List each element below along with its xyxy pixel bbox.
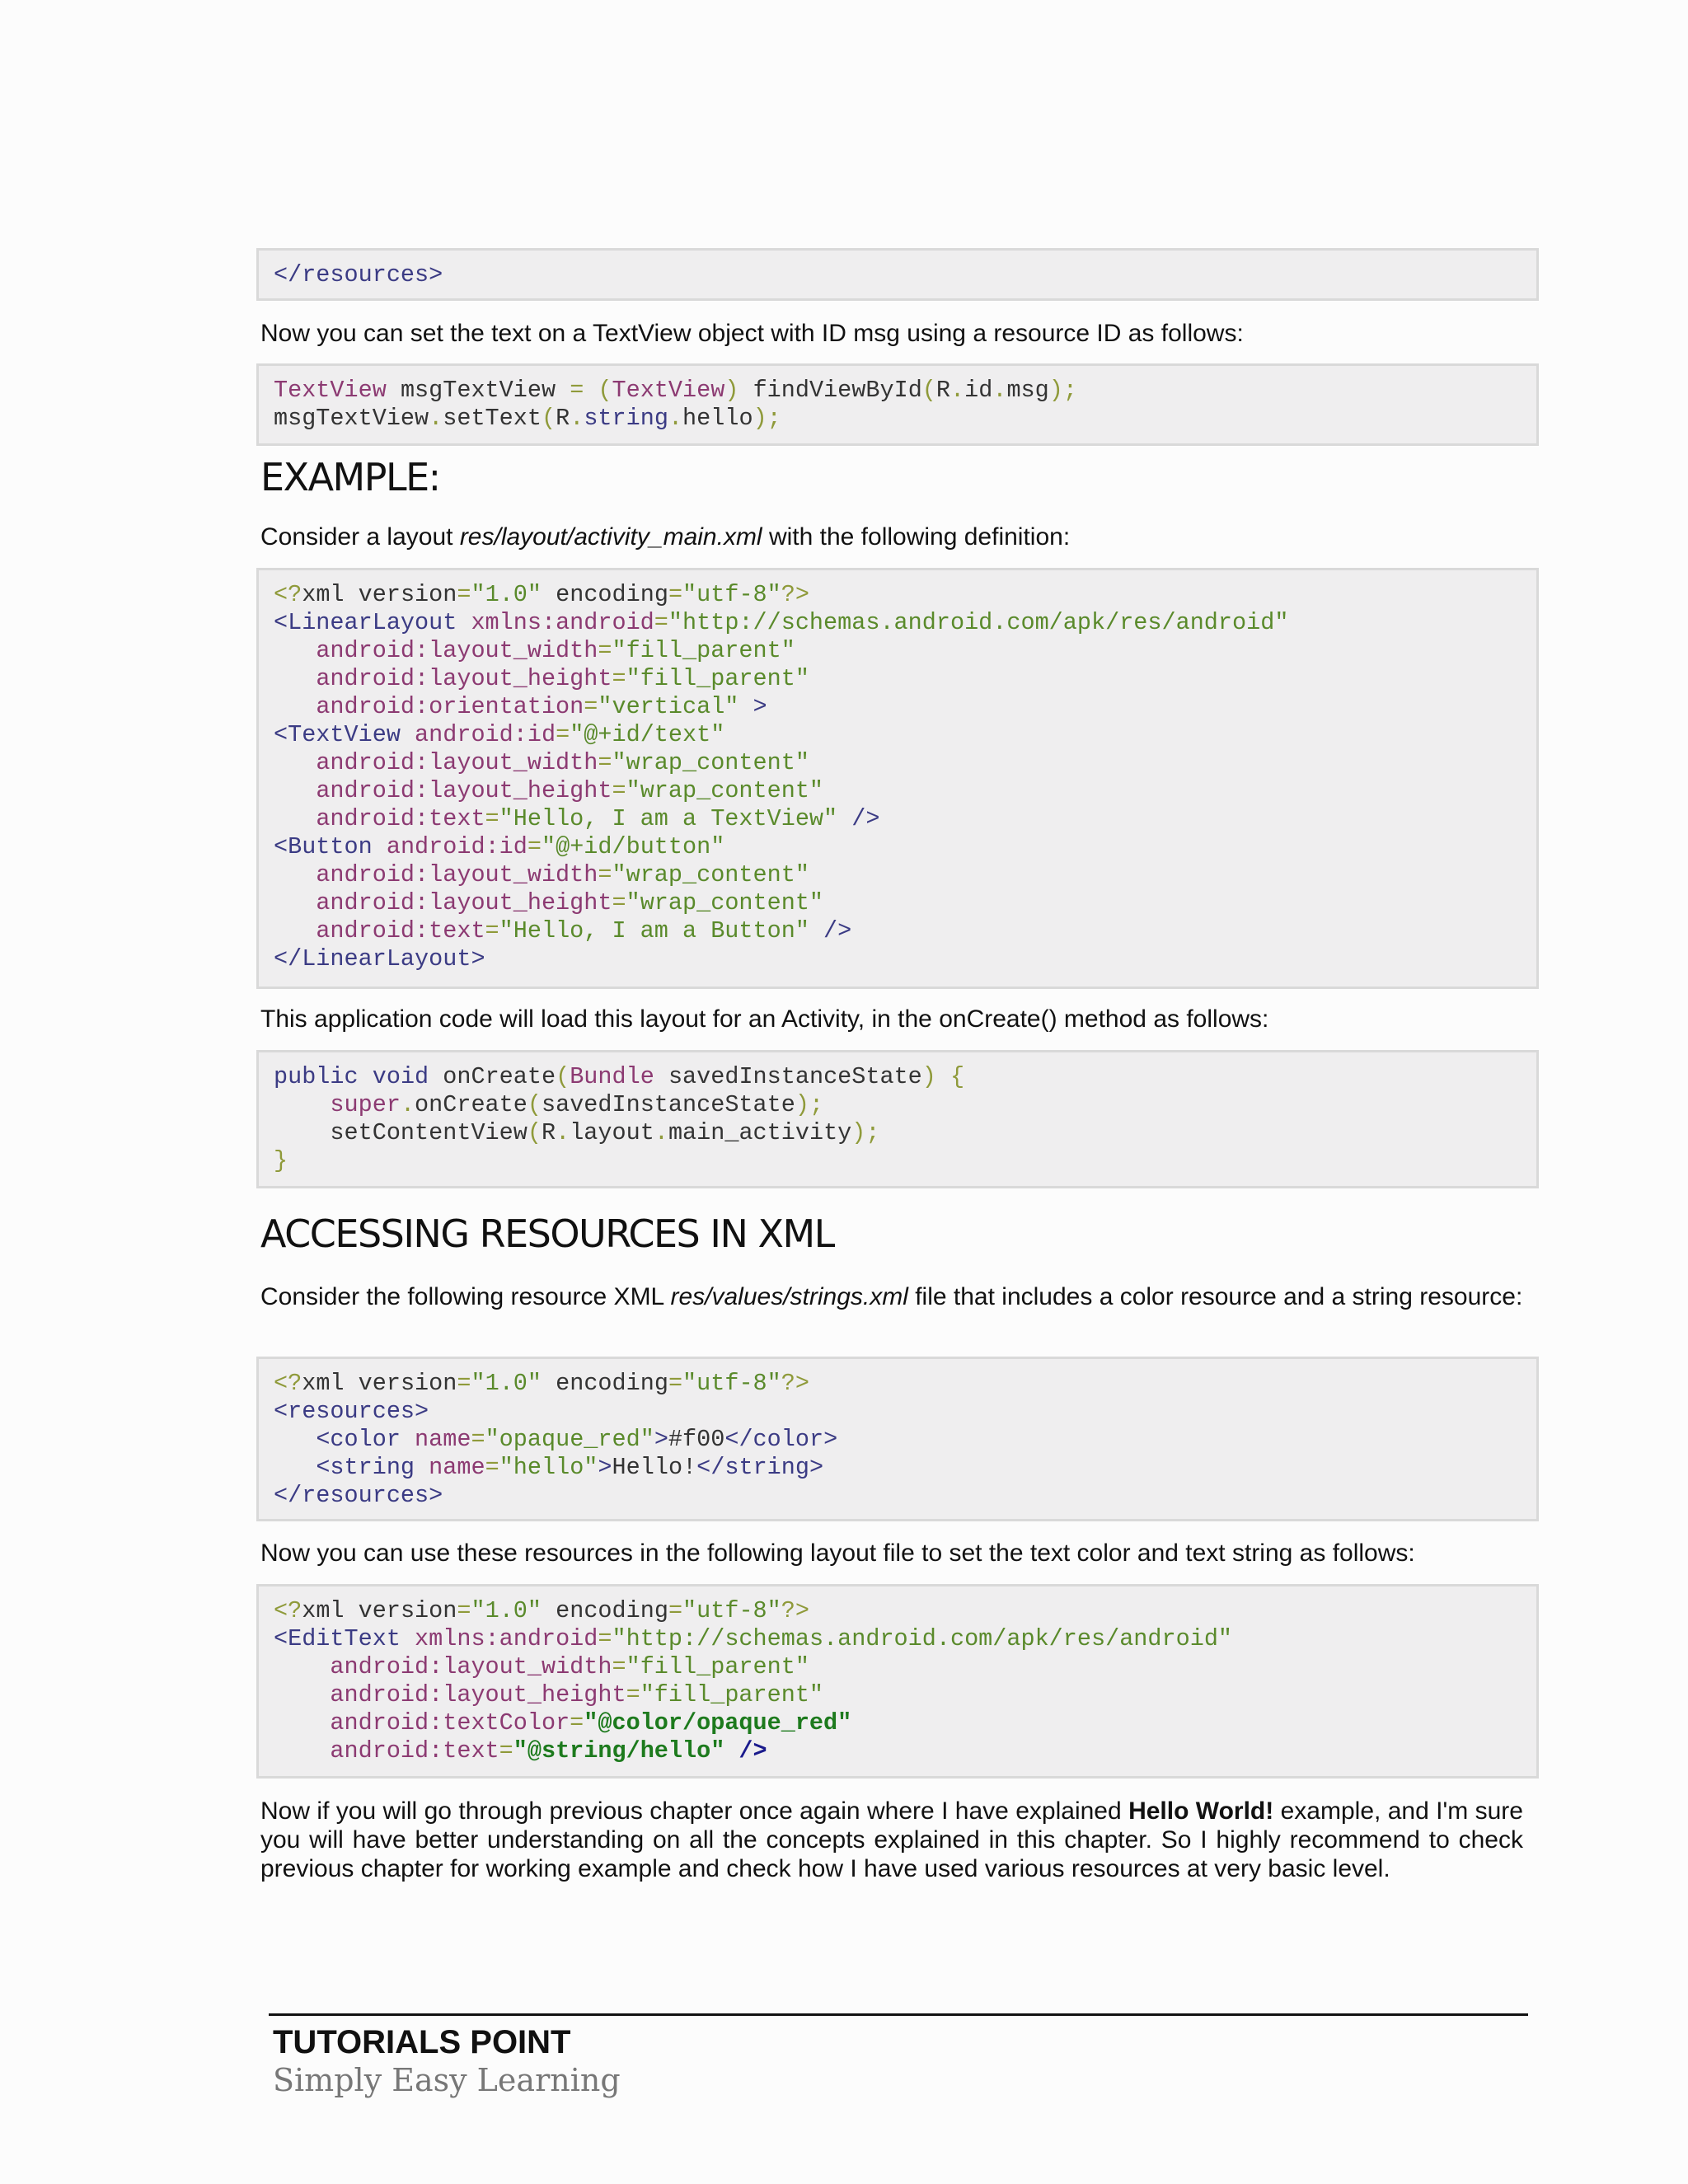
paragraph-set-text: Now you can set the text on a TextView object with ID msg using a resource ID as follows: (260, 320, 1244, 347)
code-line: setContentView(R.layout.main_activity); (330, 1119, 880, 1146)
code-line: android:text="@string/hello" /> (330, 1737, 767, 1765)
code-line: android:text="Hello, I am a TextView" /> (316, 805, 880, 832)
code-line: super.onCreate(savedInstanceState); (330, 1091, 824, 1118)
text: Now if you will go through previous chapter once again where I have explained (260, 1797, 1129, 1825)
code-line: android:text="Hello, I am a Button" /> (316, 917, 852, 944)
code-line: <TextView android:id="@+id/text" (274, 721, 725, 748)
footer-rule (269, 2013, 1528, 2016)
code-line: <?xml version="1.0" encoding="utf-8"?> (274, 1597, 809, 1624)
code-line: public void onCreate(Bundle savedInstanceState) { (274, 1063, 965, 1090)
heading-accessing-resources: ACCESSING RESOURCES IN XML (260, 1212, 834, 1256)
code-line: android:layout_width="wrap_content" (316, 861, 809, 888)
code-line: android:layout_height="wrap_content" (316, 889, 824, 916)
text: with the following definition: (762, 523, 1071, 551)
paragraph-use-resources: Now you can use these resources in the following layout file to set the text color and text string as follows: (260, 1540, 1415, 1567)
text: file that includes a color resource and a string resource: (907, 1283, 1523, 1310)
code-line: msgTextView.setText(R.string.hello); (274, 405, 781, 432)
paragraph-consider-strings (260, 1282, 1523, 1311)
paragraph-conclusion (260, 1797, 1523, 1883)
code-line: android:orientation="vertical" > (316, 693, 767, 720)
code-line: android:layout_width="wrap_content" (316, 749, 809, 776)
code-line: android:layout_width="fill_parent" (330, 1653, 809, 1680)
code-block-resources-close (256, 248, 1539, 301)
code-line: <string name="hello">Hello!</string> (316, 1454, 824, 1481)
footer-title: TUTORIALS POINT (273, 2024, 571, 2060)
file-path: res/layout/activity_main.xml (459, 523, 762, 551)
code-line: </LinearLayout> (274, 945, 485, 972)
code-line: } (274, 1147, 288, 1174)
code-line: <resources> (274, 1398, 429, 1425)
paragraph-consider-layout (260, 523, 1523, 551)
text: example, and I'm sure you will have better understanding on all the concepts explained in this chapter. So I highly recommend to check previous chapter for working example and check how I have used various resources at very basic level. (260, 1797, 1523, 1882)
heading-example: EXAMPLE: (260, 455, 440, 499)
code-block-linear-layout (256, 568, 1539, 989)
code-line: <color name="opaque_red">#f00</color> (316, 1426, 838, 1453)
code-line: <Button android:id="@+id/button" (274, 833, 725, 860)
code-line: <?xml version="1.0" encoding="utf-8"?> (274, 581, 809, 608)
code-line: android:layout_width="fill_parent" (316, 637, 795, 664)
code-line: TextView msgTextView = (TextView) findViewById(R.id.msg); (274, 377, 1077, 404)
code-line: <LinearLayout xmlns:android="http://schemas.android.com/apk/res/android" (274, 609, 1289, 636)
code-line: android:layout_height="fill_parent" (316, 665, 809, 692)
code-line: android:layout_height="fill_parent" (330, 1681, 824, 1708)
code-block-oncreate (256, 1050, 1539, 1188)
text: Consider a layout (260, 523, 460, 551)
footer-subtitle: Simply Easy Learning (273, 2062, 621, 2098)
code-line: android:textColor="@color/opaque_red" (330, 1709, 852, 1736)
file-path: res/values/strings.xml (670, 1283, 908, 1310)
code-block-textview (256, 363, 1539, 446)
paragraph-oncreate: This application code will load this layout for an Activity, in the onCreate() method as follows: (260, 1005, 1269, 1033)
code-line: </resources> (274, 1482, 443, 1509)
text: Consider the following resource XML (260, 1283, 671, 1310)
code-block-edittext (256, 1584, 1539, 1779)
code-line: <EditText xmlns:android="http://schemas.android.com/apk/res/android" (274, 1625, 1233, 1652)
bold-text: Hello World! (1128, 1797, 1274, 1825)
code-block-strings-xml (256, 1357, 1539, 1521)
code-line: </resources> (274, 261, 443, 288)
code-line: android:layout_height="wrap_content" (316, 777, 824, 804)
code-line: <?xml version="1.0" encoding="utf-8"?> (274, 1370, 809, 1397)
